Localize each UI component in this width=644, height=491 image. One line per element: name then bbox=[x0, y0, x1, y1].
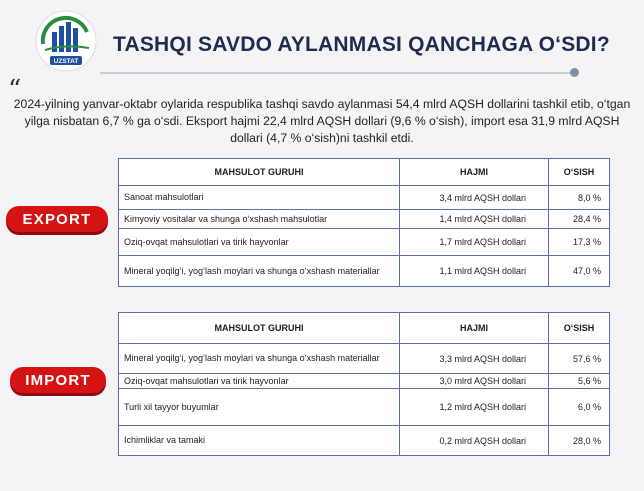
row-volume: 3,4 mlrd AQSH dollari bbox=[400, 186, 549, 210]
row-volume: 3,0 mlrd AQSH dollari bbox=[400, 374, 549, 389]
row-group-name: Mineral yoqilg‘i, yog‘lash moylari va shunga o‘xshash materiallar bbox=[119, 344, 400, 374]
table-row bbox=[119, 256, 610, 287]
row-growth: 47,0 % bbox=[549, 256, 610, 287]
row-growth: 17,3 % bbox=[549, 229, 610, 256]
import-header-row bbox=[119, 313, 610, 344]
table-row bbox=[119, 426, 610, 456]
export-badge: EXPORT bbox=[6, 206, 108, 232]
logo-label: UZSTAT bbox=[53, 58, 79, 65]
table-row bbox=[119, 389, 610, 426]
row-growth: 8,0 % bbox=[549, 186, 610, 210]
column-header-group: MAHSULOT GURUHI bbox=[119, 313, 400, 344]
row-group-name: Turli xil tayyor buyumlar bbox=[119, 389, 400, 426]
row-volume: 3,3 mlrd AQSH dollari bbox=[400, 344, 549, 374]
table-row bbox=[119, 186, 610, 210]
column-header-growth: O‘SISH bbox=[549, 159, 610, 186]
column-header-volume: HAJMI bbox=[400, 159, 549, 186]
row-growth: 6,0 % bbox=[549, 389, 610, 426]
import-badge: IMPORT bbox=[10, 367, 106, 393]
column-header-group: MAHSULOT GURUHI bbox=[119, 159, 400, 186]
row-group-name: Oziq-ovqat mahsulotlari va tirik hayvonlar bbox=[119, 229, 400, 256]
column-header-growth: O‘SISH bbox=[549, 313, 610, 344]
page-title: TASHQI SAVDO AYLANMASI QANCHAGA O‘SDI? bbox=[113, 33, 610, 56]
row-volume: 1,4 mlrd AQSH dollari bbox=[400, 210, 549, 229]
row-group-name: Ichimliklar va tamaki bbox=[119, 426, 400, 456]
export-table bbox=[118, 158, 610, 287]
table-row bbox=[119, 210, 610, 229]
row-group-name: Sanoat mahsulotlari bbox=[119, 186, 400, 210]
row-volume: 1,7 mlrd AQSH dollari bbox=[400, 229, 549, 256]
column-header-volume: HAJMI bbox=[400, 313, 549, 344]
intro-paragraph: 2024-yilning yanvar-oktabr oylarida respublika tashqi savdo aylanmasi 54,4 mlrd AQSH dollarini tashkil etib, o‘tgan yilga nisbatan 6,7 % ga o‘sdi. Eksport hajmi 22,4 mlrd AQSH dollari (9,6 % o‘sish), import esa 31,9 mlrd AQSH dollari (4,7 % o‘sish)ni tashkil etdi. bbox=[13, 97, 631, 145]
row-growth: 28,0 % bbox=[549, 426, 610, 456]
divider-dot bbox=[570, 68, 579, 77]
title-divider bbox=[100, 72, 576, 74]
quote-mark-icon: “ bbox=[8, 75, 22, 105]
import-table bbox=[118, 312, 610, 456]
row-growth: 57,6 % bbox=[549, 344, 610, 374]
row-group-name: Mineral yoqilg‘i, yog‘lash moylari va shunga o‘xshash materiallar bbox=[119, 256, 400, 287]
row-growth: 28,4 % bbox=[549, 210, 610, 229]
uzstat-logo bbox=[35, 10, 97, 72]
row-volume: 1,2 mlrd AQSH dollari bbox=[400, 389, 549, 426]
export-header-row bbox=[119, 159, 610, 186]
table-row bbox=[119, 229, 610, 256]
row-group-name: Oziq-ovqat mahsulotlari va tirik hayvonlar bbox=[119, 374, 400, 389]
row-volume: 1,1 mlrd AQSH dollari bbox=[400, 256, 549, 287]
row-group-name: Kimyoviy vositalar va shunga o‘xshash mahsulotlar bbox=[119, 210, 400, 229]
row-growth: 5,6 % bbox=[549, 374, 610, 389]
table-row bbox=[119, 344, 610, 374]
table-row bbox=[119, 374, 610, 389]
row-volume: 0,2 mlrd AQSH dollari bbox=[400, 426, 549, 456]
